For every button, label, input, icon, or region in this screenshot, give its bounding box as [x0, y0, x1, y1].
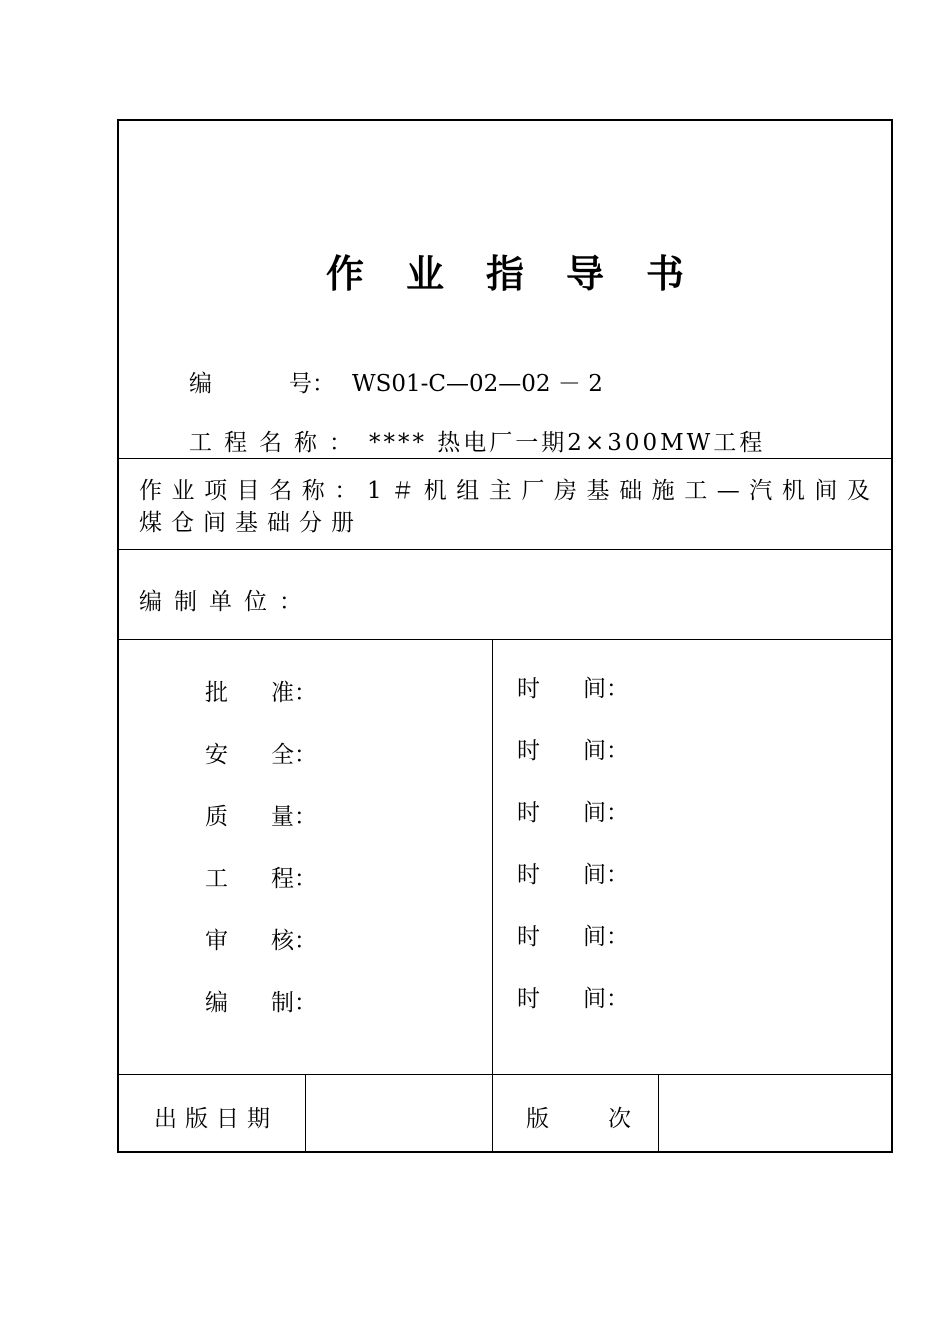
signature-row-compile [205, 984, 317, 1017]
role-approve-b: 准： [271, 680, 317, 706]
time-compile-a: 时 [517, 986, 540, 1012]
edition-label-b: 次 [608, 1106, 631, 1132]
number-label-left: 编 [189, 371, 212, 397]
edition-label-a: 版 [526, 1106, 549, 1132]
role-engineering-b: 程： [271, 866, 317, 892]
role-safety-a: 安 [205, 742, 228, 768]
time-engineering-b: 间： [583, 862, 629, 888]
time-quality-a: 时 [517, 800, 540, 826]
role-compile-a: 编 [205, 990, 228, 1016]
role-safety-b: 全： [271, 742, 317, 768]
work-item-label: 作业项目名称： [139, 478, 367, 504]
divider-footer-left [305, 1074, 306, 1151]
time-safety-b: 间： [583, 738, 629, 764]
divider-header [119, 458, 891, 459]
time-quality-b: 间： [583, 800, 629, 826]
time-review-b: 间： [583, 924, 629, 950]
role-quality-b: 量： [271, 804, 317, 830]
work-item-value: 1＃机组主厂房基础施工—汽机间及煤仓间基础分册 [139, 478, 879, 536]
number-value: WS01-C—02—02 － 2 [352, 371, 603, 397]
role-engineering-a: 工 [205, 866, 228, 892]
instruction-cover-form [117, 119, 893, 1153]
time-row-safety [517, 732, 629, 765]
time-row-compile [517, 980, 629, 1013]
divider-work-item [119, 549, 891, 550]
time-compile-b: 间： [583, 986, 629, 1012]
document-title: 作业指导书 [325, 252, 726, 296]
signature-row-quality [205, 798, 317, 831]
role-compile-b: 制： [271, 990, 317, 1016]
compiling-unit-label: 编制单位： [139, 589, 314, 615]
role-review-b: 核： [271, 928, 317, 954]
time-approve-b: 间： [583, 676, 629, 702]
signature-row-safety [205, 736, 317, 769]
project-name-label: 工程名称： [189, 430, 364, 456]
signature-row-review [205, 922, 317, 955]
time-safety-a: 时 [517, 738, 540, 764]
divider-footer-right [658, 1074, 659, 1151]
time-engineering-a: 时 [517, 862, 540, 888]
divider-footer [119, 1074, 891, 1075]
work-item-text [139, 475, 879, 539]
role-review-a: 审 [205, 928, 228, 954]
edition-label [526, 1100, 631, 1133]
number-label-right: 号： [289, 371, 335, 397]
publish-date-label: 出版日期 [154, 1106, 278, 1132]
time-row-quality [517, 794, 629, 827]
time-review-a: 时 [517, 924, 540, 950]
signature-row-approve [205, 674, 317, 707]
time-row-engineering [517, 856, 629, 889]
project-name-value: **** 热电厂一期2×300MW工程 [369, 430, 766, 456]
role-quality-a: 质 [205, 804, 228, 830]
time-row-approve [517, 670, 629, 703]
time-row-review [517, 918, 629, 951]
role-approve-a: 批 [205, 680, 228, 706]
divider-compiling-unit [119, 639, 891, 640]
time-approve-a: 时 [517, 676, 540, 702]
signature-row-engineering [205, 860, 317, 893]
